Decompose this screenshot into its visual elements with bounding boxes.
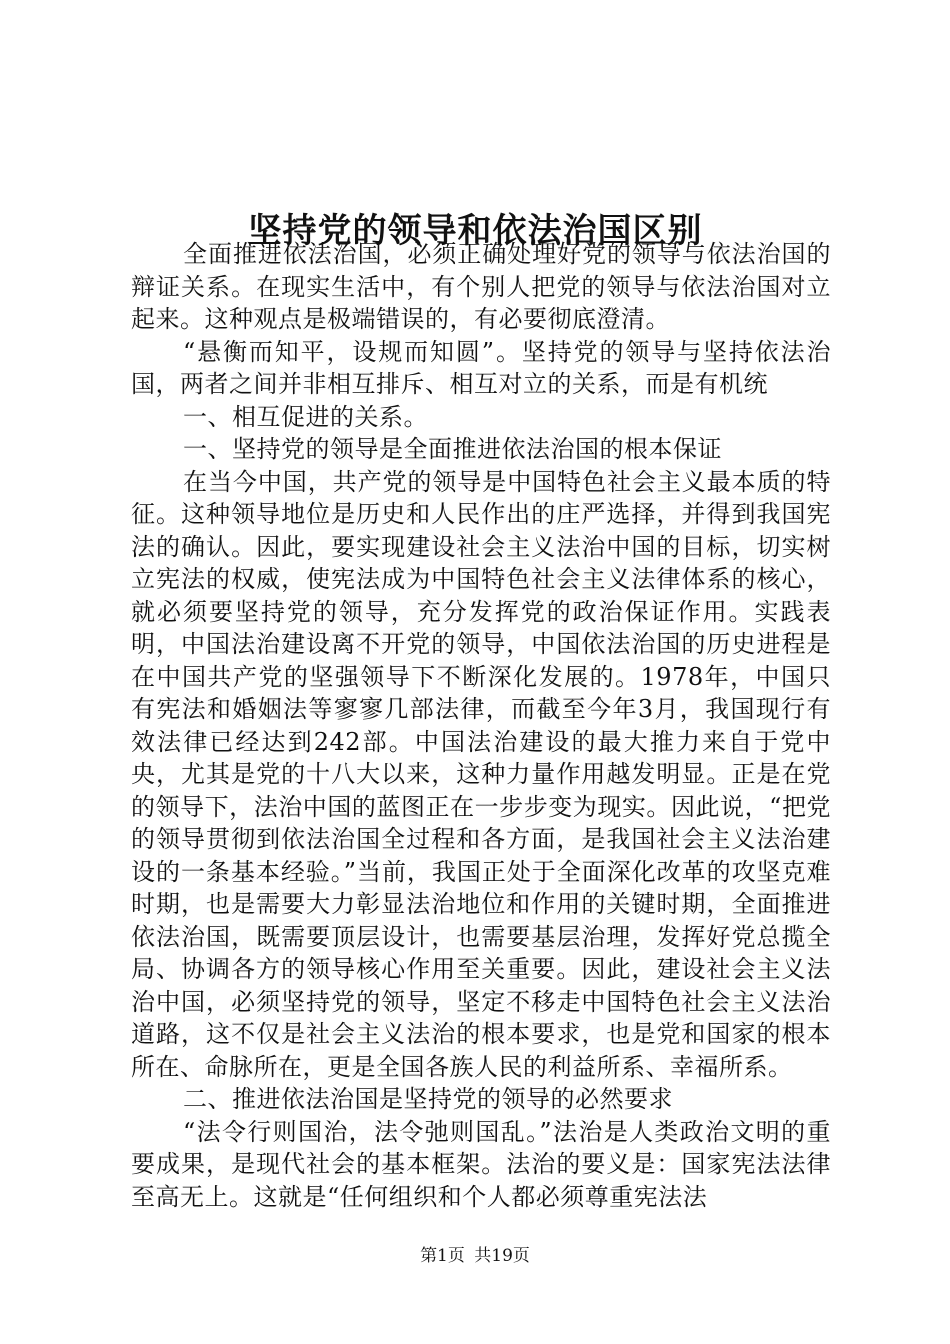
document-title: 坚持党的领导和依法治国区别 [247, 210, 703, 251]
paragraph-intro: 全面推进依法治国，必须正确处理好党的领导与依法治国的辩证关系。在现实生活中，有个别人把党的领导与依法治国对立起来。这种观点是极端错误的，有必要彻底澄清。 [131, 240, 831, 333]
section-heading-1: 一、坚持党的领导是全面推进依法治国的根本保证 [183, 435, 722, 463]
page-number: 第1页 [420, 1246, 465, 1266]
paragraph-relation: 一、相互促进的关系。 [183, 402, 428, 431]
paragraph-quote: “悬衡而知平，设规而知圆”。坚持党的领导与坚持依法治国，两者之间并非相互排斥、相互对立的关系，而是有机统 [131, 337, 831, 398]
document-body [131, 238, 831, 1213]
page-total: 共19页 [474, 1246, 530, 1266]
paragraph-section-1-body: 在当今中国，共产党的领导是中国特色社会主义最本质的特征。这种领导地位是历史和人民作出的庄严选择，并得到我国宪法的确认。因此，要实现建设社会主义法治中国的目标，切实树立宪法的权威，使宪法成为中国特色社会主义法律体系的核心，就必须要坚持党的领导，充分发挥党的政治保证作用。实践表明，中国法治建设离不开党的领导，中国依法治国的历史进程是在中国共产党的坚强领导下不断深化发展的。1978年，中国只有宪法和婚姻法等寥寥几部法律，而截至今年3月，我国现行有效法律已经达到242部。中国法治建设的最大推力来自于党中央，尤其是党的十八大以来，这种力量作用越发明显。正是在党的领导下，法治中国的蓝图正在一步步变为现实。因此说，“把党的领导贯彻到依法治国全过程和各方面，是我国社会主义法治建设的一条基本经验。”当前，我国正处于全面深化改革的攻坚克难时期，也是需要大力彰显法治地位和作用的关键时期，全面推进依法治国，既需要顶层设计，也需要基层治理，发挥好党总揽全局、协调各方的领导核心作用至关重要。因此，建设社会主义法治中国，必须坚持党的领导，坚定不移走中国特色社会主义法治道路，这不仅是社会主义法治的根本要求，也是党和国家的根本所在、命脉所在，更是全国各族人民的利益所系、幸福所系。 [131, 467, 831, 1081]
section-heading-2: 二、推进依法治国是坚持党的领导的必然要求 [183, 1085, 673, 1113]
page-footer [0, 1244, 950, 1268]
paragraph-section-2-body: “法令行则国治，法令弛则国乱。”法治是人类政治文明的重要成果，是现代社会的基本框架。法治的要义是：国家宪法法律至高无上。这就是“任何组织和个人都必须尊重宪法法 [131, 1117, 831, 1211]
